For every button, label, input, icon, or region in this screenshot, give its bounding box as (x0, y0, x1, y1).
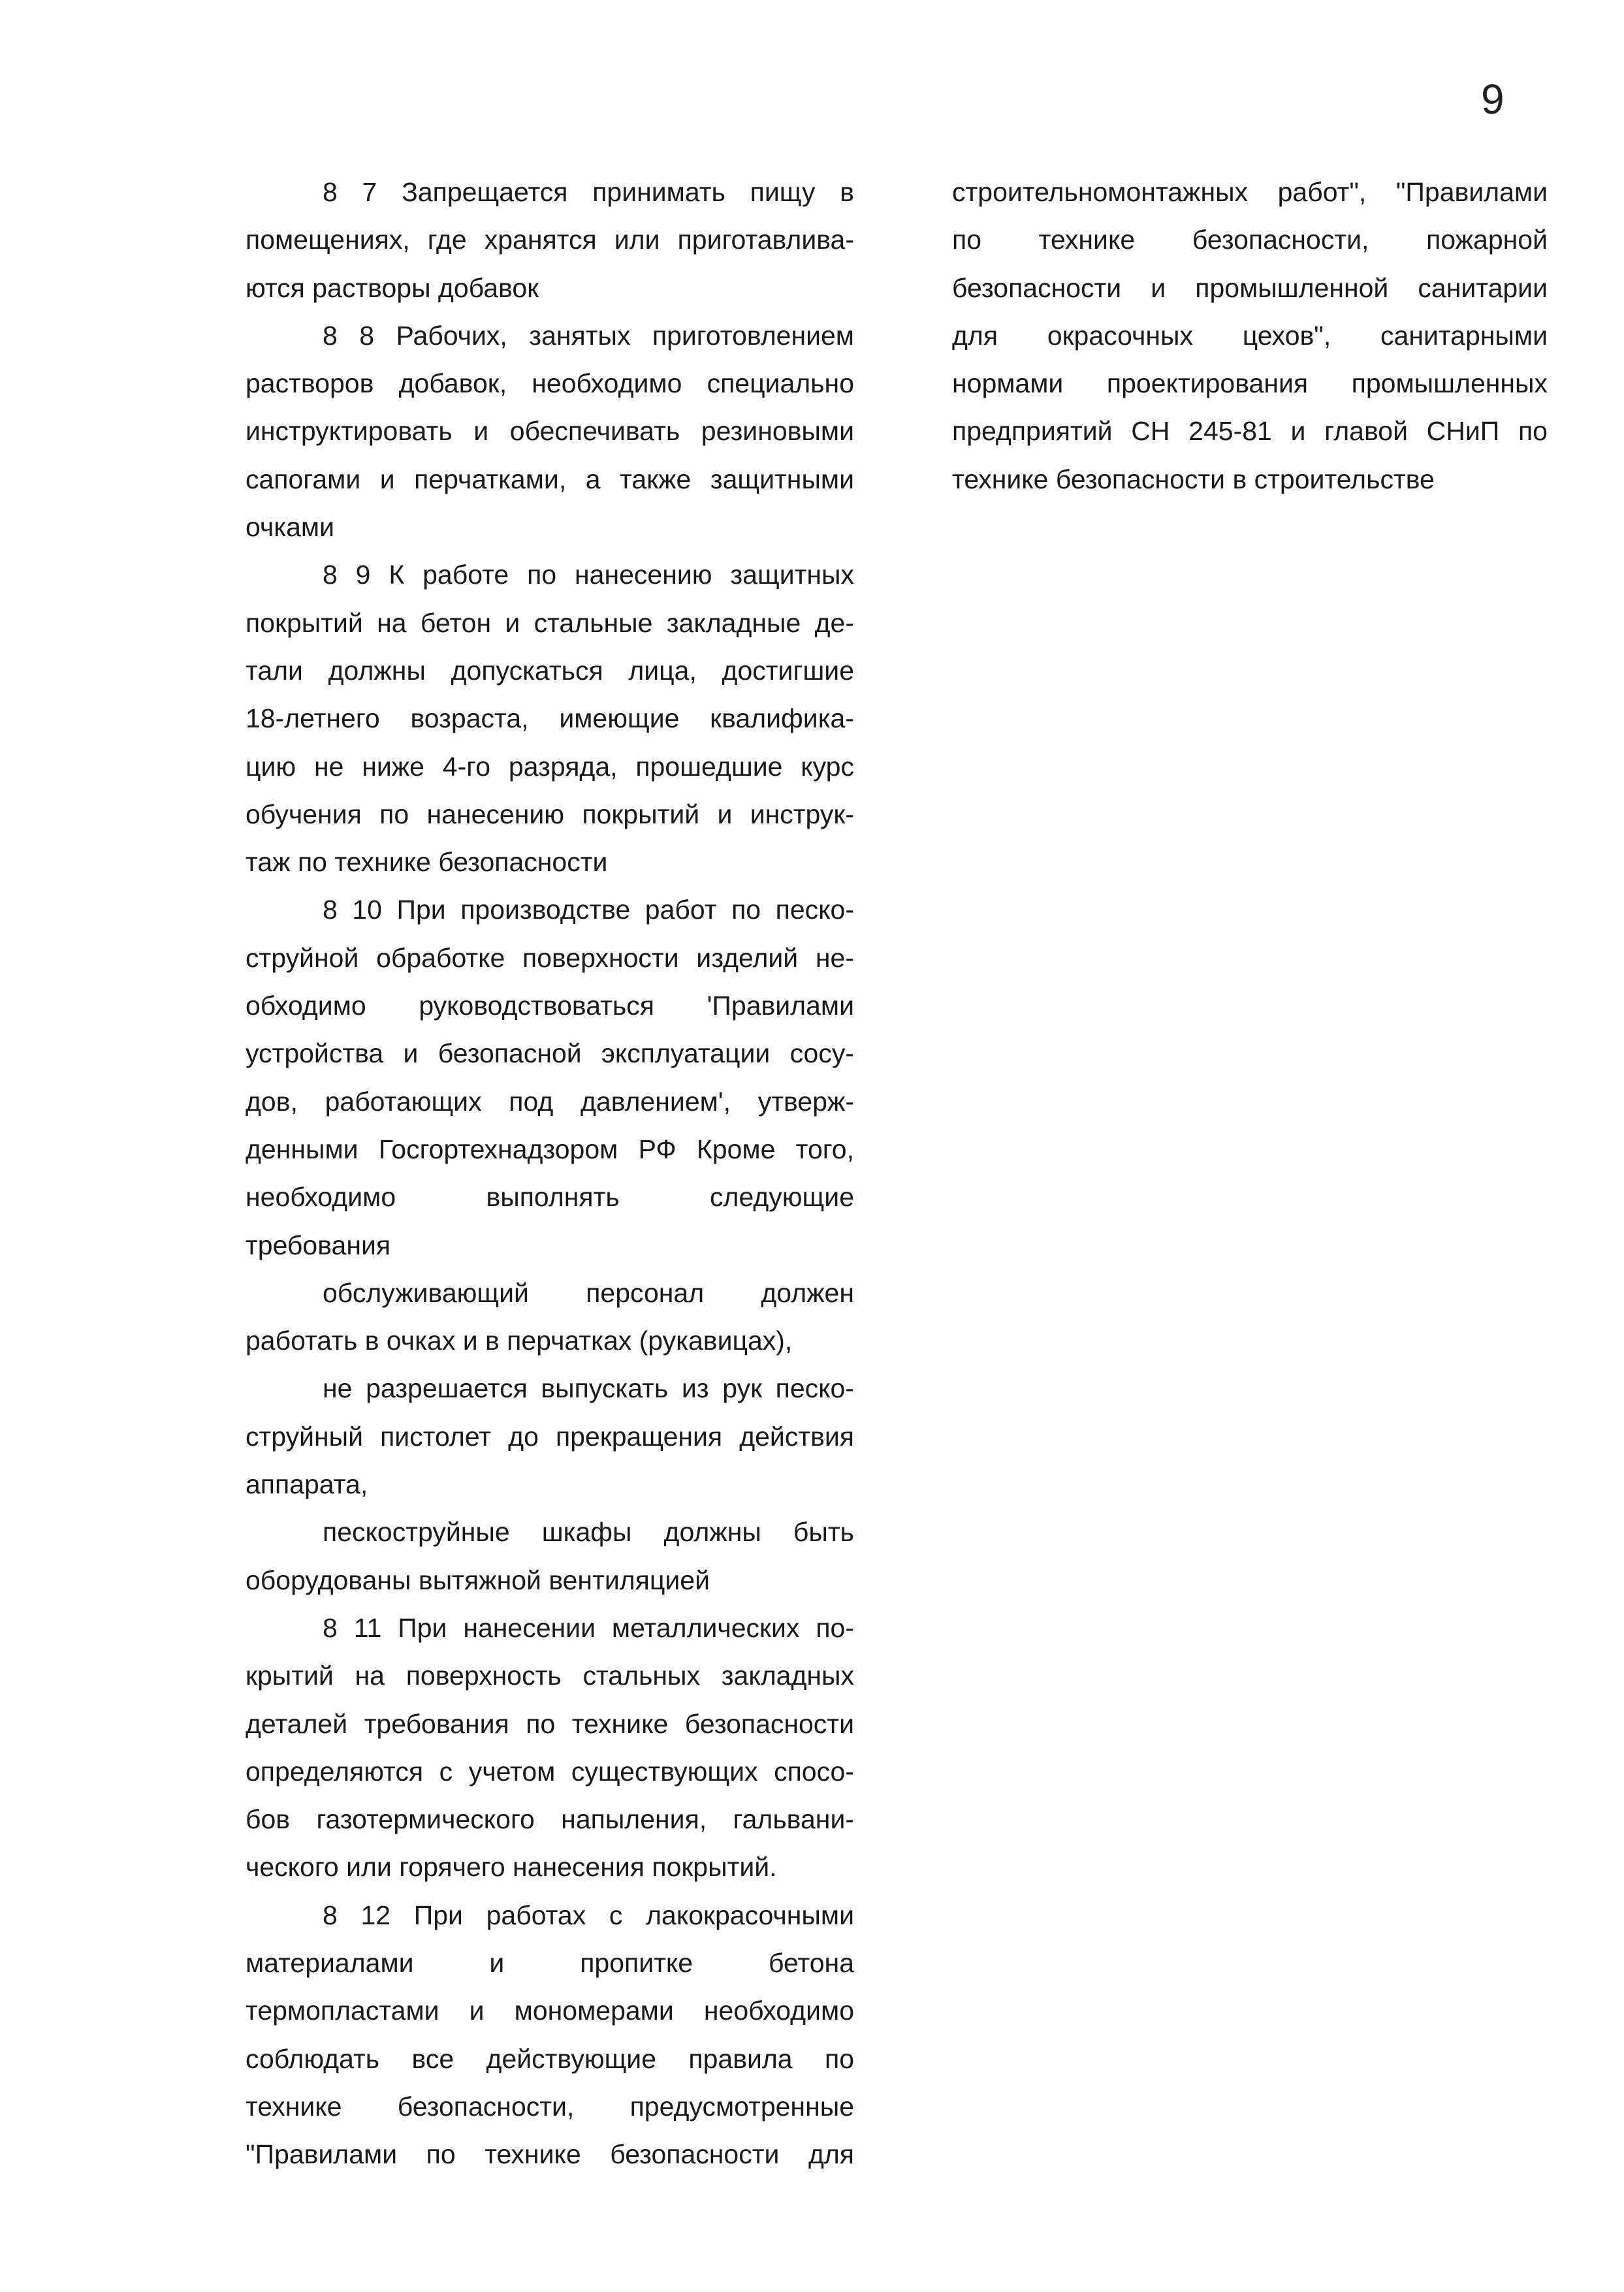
text-line: струйный пистолет до прекращения действия (246, 1421, 854, 1452)
text-line: 8 10 При производстве работ по песко- (323, 895, 854, 925)
text-line: "Правилами по технике безопасности для (246, 2139, 854, 2170)
text-line: растворов добавок, необходимо специально (246, 368, 854, 399)
text-line: термопластами и мономерами необходимо (246, 1996, 854, 2026)
text-line: обходимо руководствоваться 'Правилами (246, 991, 854, 1021)
text-line: предприятий СН 245-81 и главой СНиП по (952, 416, 1548, 447)
text-line: инструктировать и обеспечивать резиновыми (246, 416, 854, 447)
text-line: 8 7 Запрещается принимать пищу в (323, 177, 854, 207)
text-line: требования (246, 1230, 391, 1260)
text-line: материалами и пропитке бетона (246, 1947, 854, 1978)
right-column (952, 168, 1548, 503)
text-line: работать в очках и в перчатках (рукавицах), (246, 1326, 793, 1356)
text-line: ческого или горячего нанесения покрытий. (246, 1852, 777, 1883)
text-line: таж по технике безопасности (246, 847, 608, 878)
text-line: 8 11 При нанесении металлических по- (323, 1612, 854, 1643)
text-line: 8 9 К работе по нанесению защитных (323, 560, 854, 590)
text-line: соблюдать все действующие правила по (246, 2043, 854, 2074)
text-line: определяются с учетом существующих спосо- (246, 1756, 854, 1787)
text-line: бов газотермического напыления, гальвани- (246, 1804, 854, 1835)
text-line: обслуживающий персонал должен (323, 1277, 854, 1308)
text-line: безопасности и промышленной санитарии (952, 272, 1548, 303)
text-line: цию не ниже 4-го разряда, прошедшие курс (246, 751, 854, 782)
text-line: по технике безопасности, пожарной (952, 225, 1548, 255)
text-line: устройства и безопасной эксплуатации сосу- (246, 1038, 854, 1069)
text-line: крытий на поверхность стальных закладных (246, 1661, 854, 1691)
text-line: деталей требования по технике безопасности (246, 1708, 854, 1739)
text-line: 8 8 Рабочих, занятых приготовлением (323, 320, 854, 351)
page-number: 9 (1481, 76, 1505, 123)
text-line: оборудованы вытяжной вентиляцией (246, 1565, 710, 1595)
left-column (246, 168, 854, 2178)
text-line: аппарата, (246, 1469, 368, 1500)
text-line: денными Госгортехнадзором РФ Кроме того, (246, 1134, 854, 1164)
text-line: нормами проектирования промышленных (952, 368, 1548, 399)
text-line: струйной обработке поверхности изделий не- (246, 942, 854, 973)
text-line: сапогами и перчатками, а также защитными (246, 464, 854, 494)
text-line: технике безопасности в строительстве (952, 464, 1435, 494)
text-line: ются растворы добавок (246, 272, 539, 303)
text-line: помещениях, где хранятся или приготавлива- (246, 225, 854, 255)
text-line: строительномонтажных работ", "Правилами (952, 177, 1548, 207)
text-line: необходимо выполнять следующие (246, 1182, 854, 1213)
text-line: тали должны допускаться лица, достигшие (246, 655, 854, 686)
text-line: для окрасочных цехов", санитарными (952, 320, 1548, 351)
text-line: 8 12 При работах с лакокрасочными (323, 1900, 854, 1930)
text-line: дов, работающих под давлением', утверж- (246, 1086, 854, 1117)
text-line: очками (246, 512, 334, 543)
text-line: 18-летнего возраста, имеющие квалифика- (246, 703, 854, 734)
text-line: обучения по нанесению покрытий и инструк- (246, 799, 854, 829)
text-line: технике безопасности, предусмотренные (246, 2091, 854, 2122)
text-line: покрытий на бетон и стальные закладные де- (246, 607, 854, 638)
text-line: не разрешается выпускать из рук песко- (323, 1373, 854, 1404)
text-line: пескоструйные шкафы должны быть (323, 1517, 854, 1548)
